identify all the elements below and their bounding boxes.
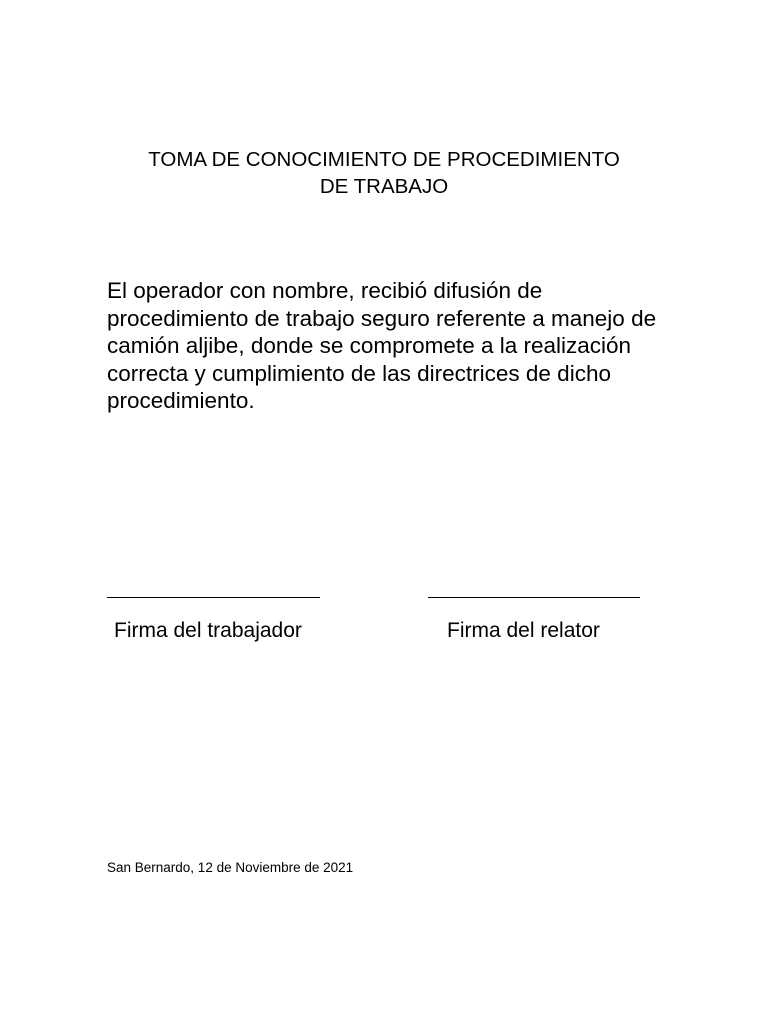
worker-signature-line xyxy=(107,597,320,598)
body-line-4: correcta y cumplimiento de las directrices de dicho xyxy=(107,360,611,386)
body-line-2: procedimiento de trabajo seguro referente a manejo de xyxy=(107,305,657,331)
document-title xyxy=(84,146,684,200)
body-line-1: El operador con nombre, recibió difusión de xyxy=(107,278,543,303)
reporter-signature-label: Firma del relator xyxy=(447,619,600,642)
body-line-3: camión aljibe, donde se compromete a la realización xyxy=(107,333,632,358)
body-line-5: procedimiento. xyxy=(107,388,255,413)
reporter-signature-line xyxy=(428,597,640,598)
title-line-1: TOMA DE CONOCIMIENTO DE PROCEDIMIENTO xyxy=(148,148,620,171)
body-paragraph xyxy=(107,277,687,415)
place-date: San Bernardo, 12 de Noviembre de 2021 xyxy=(107,860,354,875)
worker-signature-label: Firma del trabajador xyxy=(114,619,302,642)
title-line-2: DE TRABAJO xyxy=(319,175,449,198)
